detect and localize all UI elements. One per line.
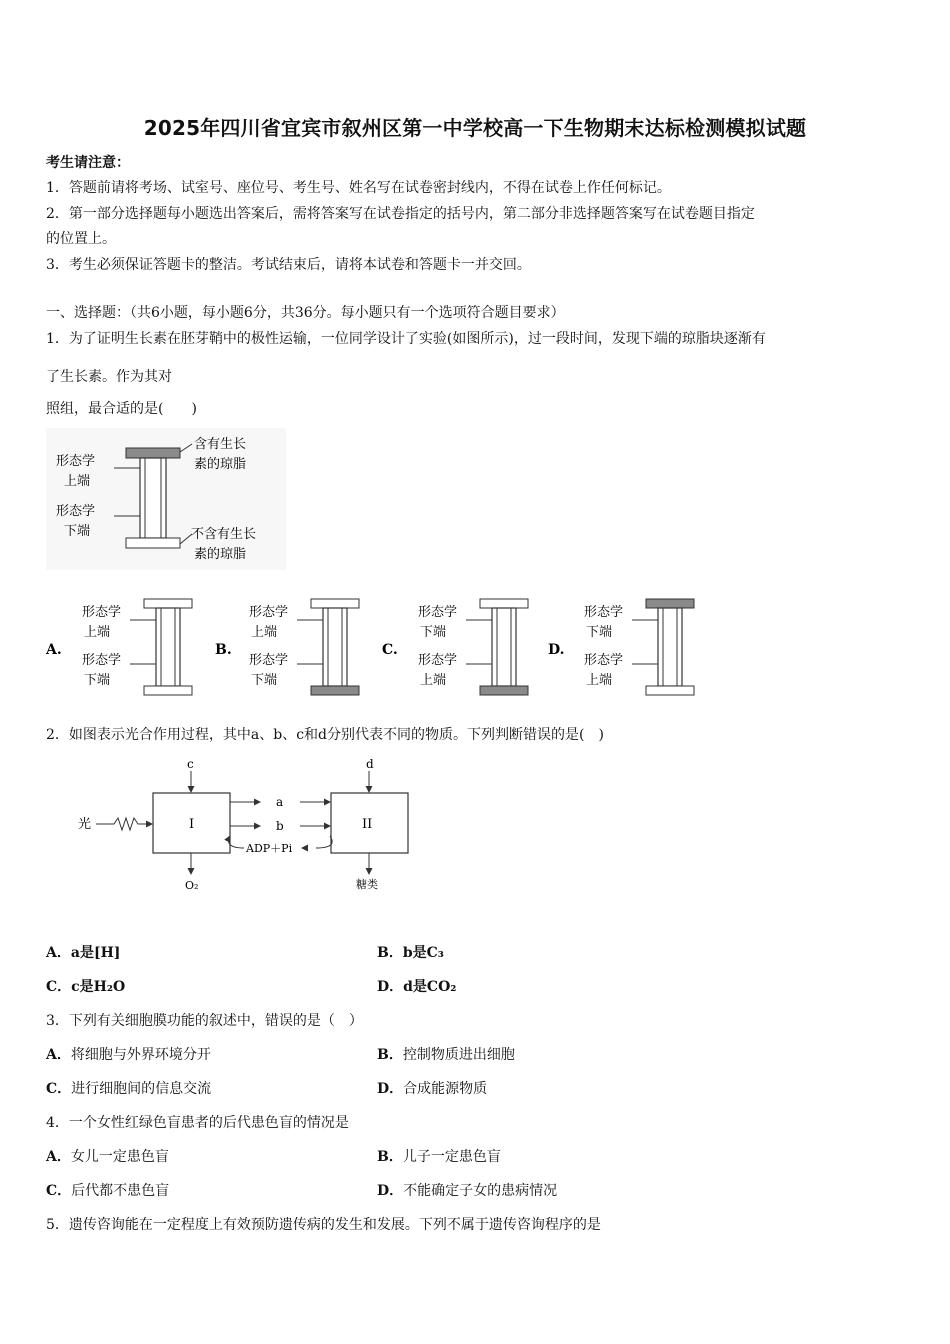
q2-option-d[interactable]: D．d是CO₂ [377, 979, 457, 995]
q4-option-a[interactable]: A．女儿一定患色盲 [46, 1149, 169, 1165]
svg-text:上端: 上端 [586, 673, 613, 688]
svg-text:下端: 下端 [586, 625, 613, 640]
svg-text:ADP＋Pi: ADP＋Pi [246, 842, 293, 855]
svg-text:下端: 下端 [84, 673, 111, 688]
svg-text:形态学: 形态学 [249, 605, 289, 620]
notice-item: 3．考生必须保证答题卡的整洁。考试结束后，请将本试卷和答题卡一并交回。 [46, 257, 531, 273]
svg-text:a: a [276, 795, 284, 809]
q4-option-d[interactable]: D．不能确定子女的患病情况 [377, 1183, 558, 1199]
question-2-stem: 2．如图表示光合作用过程，其中a、b、c和d分别代表不同的物质。下列判断错误的是( ) [46, 727, 604, 743]
svg-text:下端: 下端 [251, 673, 278, 688]
svg-text:形态学: 形态学 [249, 653, 289, 668]
option-letter: A. [46, 642, 62, 658]
q3-option-a[interactable]: A．将细胞与外界环境分开 [46, 1047, 211, 1063]
q2-option-b[interactable]: B．b是C₃ [377, 945, 444, 961]
label-lower-2: 下端 [64, 524, 91, 539]
question-5-stem: 5．遗传咨询能在一定程度上有效预防遗传病的发生和发展。下列不属于遗传咨询程序的是 [46, 1217, 601, 1233]
q3-option-d[interactable]: D．合成能源物质 [377, 1081, 488, 1097]
q1-main-figure [46, 428, 286, 570]
question-1-stem-cont: 照组，最合适的是( ) [46, 401, 197, 417]
agar-block-without-auxin [126, 538, 180, 548]
q1-option-c[interactable] [380, 594, 540, 700]
question-1-stem-cont: 了生长素。作为其对 [46, 369, 172, 385]
svg-text:b: b [276, 819, 284, 833]
svg-text:O₂: O₂ [185, 879, 199, 892]
svg-text:糖类: 糖类 [356, 878, 378, 891]
label-bottom-agar-2: 素的琼脂 [194, 547, 247, 562]
svg-text:d: d [366, 757, 374, 771]
q1-option-a[interactable] [44, 594, 204, 700]
svg-text:光: 光 [78, 817, 92, 832]
notice-item: 1．答题前请将考场、试室号、座位号、考生号、姓名写在试卷密封线内，不得在试卷上作任何标记。 [46, 180, 671, 196]
q2-photosynthesis-figure [76, 756, 416, 896]
svg-text:上端: 上端 [84, 625, 111, 640]
label-lower-1: 形态学 [56, 504, 96, 519]
q3-option-c[interactable]: C．进行细胞间的信息交流 [46, 1081, 212, 1097]
svg-text:形态学: 形态学 [82, 653, 122, 668]
svg-text:上端: 上端 [251, 625, 278, 640]
svg-text:形态学: 形态学 [584, 605, 624, 620]
coleoptile-segment [140, 458, 166, 538]
svg-text:下端: 下端 [420, 625, 447, 640]
svg-text:形态学: 形态学 [418, 605, 458, 620]
page-title: 2025年四川省宜宾市叙州区第一中学校高一下生物期末达标检测模拟试题 [143, 116, 807, 140]
svg-text:形态学: 形态学 [584, 653, 624, 668]
q3-option-b[interactable]: B．控制物质进出细胞 [377, 1047, 515, 1063]
question-4-stem: 4．一个女性红绿色盲患者的后代患色盲的情况是 [46, 1115, 349, 1131]
label-top-agar-1: 含有生长 [194, 437, 247, 452]
notice-heading: 考生请注意： [46, 155, 130, 171]
notice-item: 的位置上。 [46, 231, 116, 247]
q4-option-c[interactable]: C．后代都不患色盲 [46, 1183, 170, 1199]
question-1-stem: 1．为了证明生长素在胚芽鞘中的极性运输，一位同学设计了实验(如图所示)，过一段时间，发现下端的琼脂块逐渐有 [46, 331, 766, 347]
section-heading: 一、选择题：（共6小题，每小题6分，共36分。每小题只有一个选项符合题目要求） [46, 305, 565, 321]
svg-text:形态学: 形态学 [82, 605, 122, 620]
option-letter: C. [382, 642, 398, 658]
q2-option-c[interactable]: C．c是H₂O [46, 979, 126, 995]
svg-text:II: II [362, 817, 373, 832]
option-letter: D. [548, 642, 565, 658]
q1-option-d[interactable] [546, 594, 706, 700]
svg-text:c: c [187, 757, 194, 771]
q1-option-b[interactable] [213, 594, 373, 700]
q2-option-a[interactable]: A．a是[H] [46, 945, 121, 961]
svg-text:上端: 上端 [420, 673, 447, 688]
svg-text:I: I [189, 817, 195, 832]
q4-option-b[interactable]: B．儿子一定患色盲 [377, 1149, 501, 1165]
label-bottom-agar-1: 不含有生长 [191, 527, 257, 542]
option-letter: B. [215, 642, 232, 658]
agar-block-with-auxin [126, 448, 180, 458]
label-upper-1: 形态学 [56, 454, 96, 469]
notice-item: 2．第一部分选择题每小题选出答案后，需将答案写在试卷指定的括号内，第二部分非选择题答案写在试卷题目指定 [46, 206, 755, 222]
svg-text:形态学: 形态学 [418, 653, 458, 668]
question-3-stem: 3．下列有关细胞膜功能的叙述中，错误的是（ ） [46, 1013, 363, 1029]
label-upper-2: 上端 [64, 474, 91, 489]
label-top-agar-2: 素的琼脂 [194, 457, 247, 472]
